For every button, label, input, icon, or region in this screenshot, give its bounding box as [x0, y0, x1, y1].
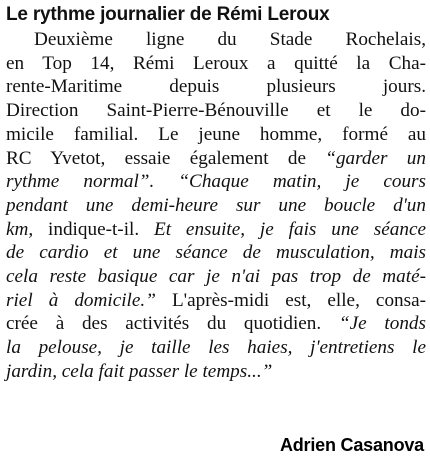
article-body [6, 28, 426, 384]
body-line [6, 75, 426, 99]
body-line [6, 170, 426, 194]
quote-text: “Je tonds [338, 313, 426, 335]
body-text: micile familial. Le jeune homme, formé au [6, 123, 426, 145]
quote-text: la pelouse, je taille les haies, j'entretiens le [6, 337, 426, 359]
quote-text: cela reste basique car je n'ai pas trop de maté- [6, 266, 426, 288]
body-text: indique-t-il. [33, 218, 155, 240]
body-line [6, 218, 426, 242]
body-line [6, 52, 426, 76]
body-line [6, 336, 426, 360]
body-line [6, 28, 426, 52]
body-line [6, 312, 426, 336]
quote-text: rythme normal”. “Chaque matin, je cours [6, 171, 426, 193]
body-text: L'après-midi est, elle, consa- [155, 289, 426, 311]
body-text: rente-Maritime depuis plusieurs jours. [6, 76, 426, 98]
body-text: crée à des activités du quotidien. [6, 313, 339, 335]
quote-text: Et ensuite, je fais une séance [154, 218, 426, 240]
body-line [6, 147, 426, 171]
body-line [6, 360, 426, 384]
quote-text: jardin, cela fait passer le temps...” [6, 360, 273, 382]
body-text: Deuxième ligne du Stade Rochelais, [34, 29, 426, 50]
author-signature: Adrien Casanova [279, 435, 424, 455]
quote-text: pendant une demi-heure sur une boucle d'un [6, 194, 426, 216]
body-line [6, 194, 426, 218]
article [6, 4, 426, 384]
body-text: Direction Saint-Pierre-Bénouville et le do- [6, 100, 426, 122]
body-line [6, 99, 426, 123]
article-headline: Le rythme journalier de Rémi Leroux [6, 4, 330, 25]
body-line [6, 265, 426, 289]
body-text: RC Yvetot, essaie également de [6, 147, 326, 169]
body-text: en Top 14, Rémi Leroux a quitté la Cha- [6, 52, 426, 74]
body-line [6, 289, 426, 313]
body-line [6, 241, 426, 265]
quote-text: riel à domicile.” [6, 289, 156, 311]
quote-text: km, [6, 218, 34, 240]
quote-text: de cardio et une séance de musculation, mais [6, 242, 426, 264]
body-line [6, 123, 426, 147]
quote-text: “garder un [325, 147, 426, 169]
